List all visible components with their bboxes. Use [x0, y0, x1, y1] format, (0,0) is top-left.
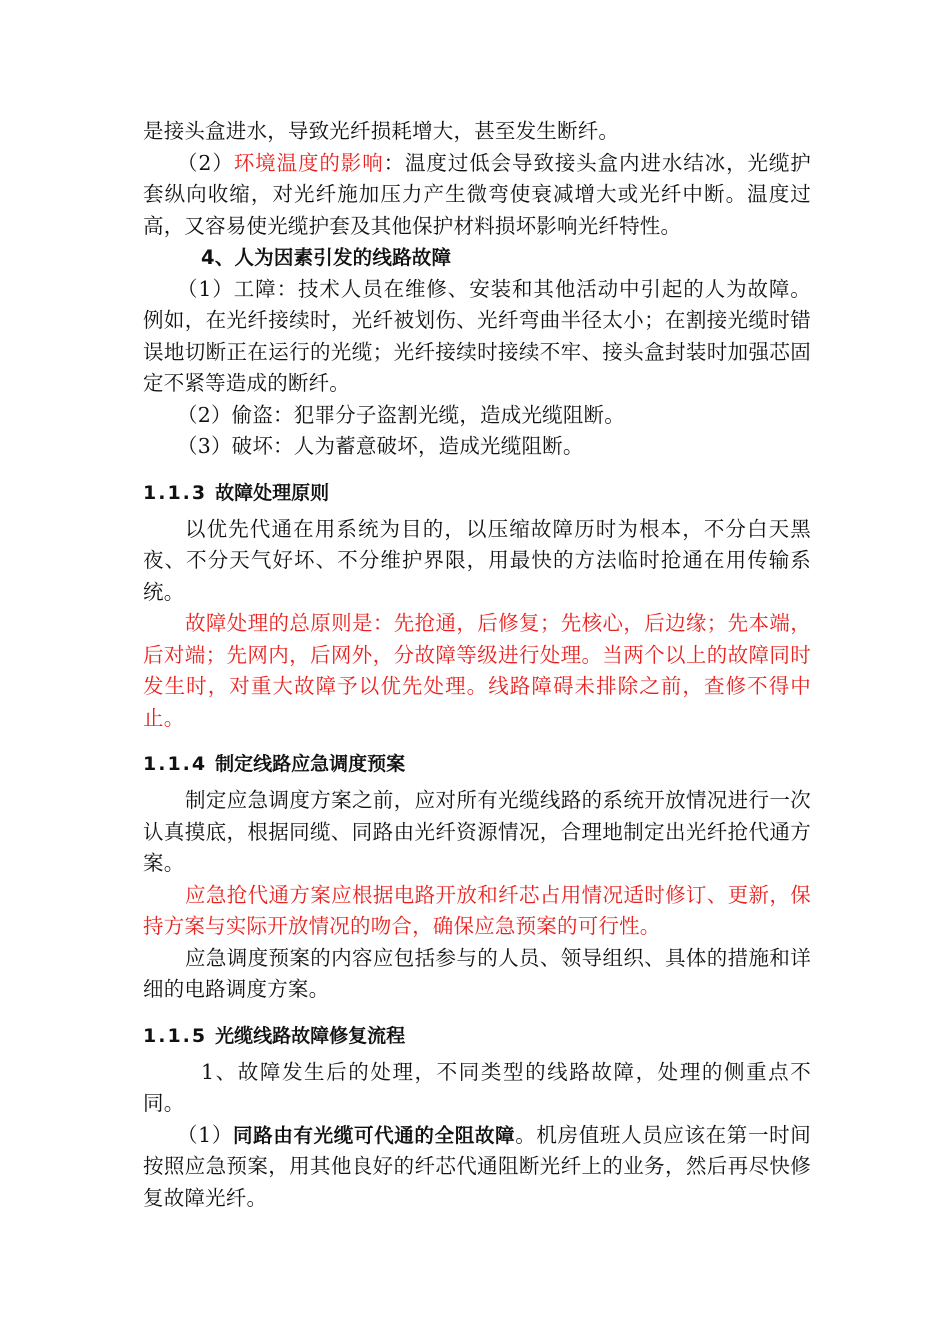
section-heading-1-1-3: [143, 478, 811, 508]
paragraph-full-outage: [143, 1120, 811, 1215]
section-title: 故障处理原则: [215, 481, 330, 504]
subheading-human-factors: 4、人为因素引发的线路故障: [201, 246, 452, 269]
paragraph-priority: 以优先代通在用系统为目的，以压缩故障历时为根本，不分白天黑夜、不分天气好坏、不分维护界限，用最快的方法临时抢通在用传输系统。: [143, 516, 811, 604]
section-number: 1.1.3: [143, 481, 208, 504]
list-marker: （1）: [177, 1122, 234, 1147]
paragraph-plan-content: 应急调度预案的内容应包括参与的人员、领导组织、具体的措施和详细的电路调度方案。: [143, 945, 811, 1001]
section-number: 1.1.5: [143, 1024, 208, 1047]
section-heading-1-1-5: [143, 1021, 811, 1051]
paragraph-after-fault: 1、故障发生后的处理，不同类型的线路故障，处理的侧重点不同。: [143, 1059, 811, 1115]
paragraph-theft: （2）偷盗：犯罪分子盗割光缆，造成光缆阻断。: [177, 402, 625, 427]
section-number: 1.1.4: [143, 753, 208, 775]
paragraph-survey: 制定应急调度方案之前，应对所有光缆线路的系统开放情况进行一次认真摸底，根据同缆、同路由光纤资源情况，合理地制定出光纤抢代通方案。: [143, 788, 811, 875]
paragraph-plan-update: 应急抢代通方案应根据电路开放和纤芯占用情况适时修订、更新，保持方案与实际开放情况的吻合，确保应急预案的可行性。: [143, 882, 811, 938]
paragraph-work-fault: （1）工障：技术人员在维修、安装和其他活动中引起的人为故障。例如，在光纤接续时，光纤被划伤、光纤弯曲半径太小；在割接光缆时错误地切断正在运行的光缆；光纤接续时接续不牢、接头盒封装时加强芯固定不紧等造成的断纤。: [143, 276, 811, 395]
paragraph-temperature: [143, 148, 811, 243]
section-title: 光缆线路故障修复流程: [215, 1024, 406, 1047]
highlight-temperature: 环境温度的影响: [233, 150, 384, 175]
section-title: 制定线路应急调度预案: [215, 753, 406, 775]
bold-full-outage: 同路由有光缆可代通的全阻故障: [233, 1123, 516, 1147]
paragraph-temperature-text: ：温度过低会导致接头盒内进水结冰，光缆护套纵向收缩，对光纤施加压力产生微弯使衰减增大或光纤中断。温度过高，又容易使光缆护套及其他保护材料损坏影响光纤特性。: [143, 150, 811, 238]
paragraph-sabotage: （3）破坏：人为蓄意破坏，造成光缆阻断。: [177, 434, 584, 458]
list-marker: （2）: [177, 150, 234, 175]
paragraph-water-ingress: 是接头盒进水，导致光纤损耗增大，甚至发生断纤。: [143, 119, 620, 143]
paragraph-general-principle: 故障处理的总原则是：先抢通，后修复；先核心，后边缘；先本端，后对端；先网内，后网外，分故障等级进行处理。当两个以上的故障同时发生时，对重大故障予以优先处理。线路障碍未排除之前，查修不得中止。: [143, 611, 811, 730]
paragraph-full-outage-text: 。机房值班人员应该在第一时间按照应急预案，用其他良好的纤芯代通阻断光纤上的业务，然后再尽快修复故障光纤。: [143, 1122, 811, 1210]
document-page: [143, 116, 811, 1214]
section-heading-1-1-4: [143, 749, 811, 779]
